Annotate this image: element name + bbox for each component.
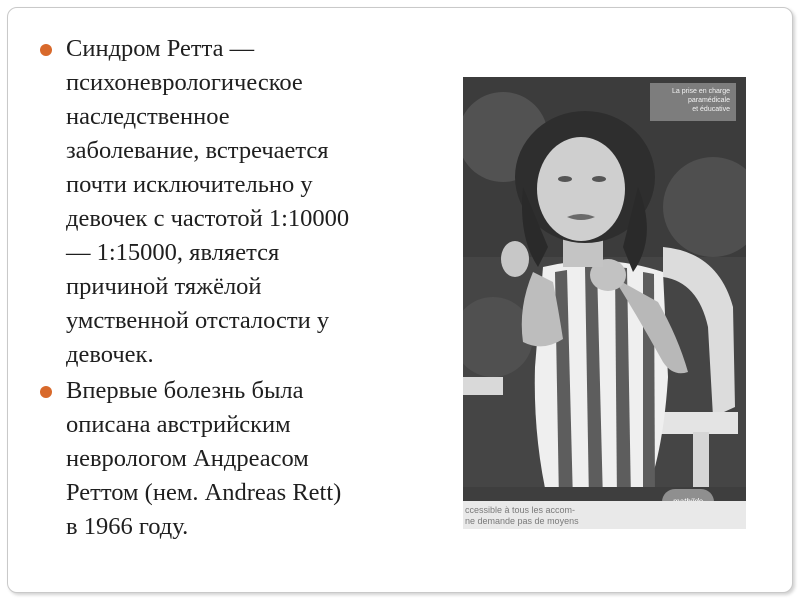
bullet-line: девочек с частотой 1:10000	[66, 205, 350, 232]
bullet-line: наследственное	[66, 103, 230, 130]
bullet-line: неврологом Андреасом	[66, 445, 309, 472]
bullet-line: Впервые болезнь была	[66, 377, 304, 404]
bullet-line: девочек.	[66, 341, 154, 368]
text-column	[34, 32, 404, 546]
bullet-line: в 1966 году.	[66, 513, 189, 540]
slide	[7, 7, 793, 593]
bullet-line: психоневрологическое	[66, 69, 303, 96]
bullet-line: причиной тяжёлой	[66, 273, 262, 300]
bullet-item-2	[34, 374, 404, 544]
photo-label	[650, 83, 736, 121]
bullet-line: заболевание, встречается	[66, 137, 329, 164]
photo-illustration	[463, 77, 746, 529]
photo-caption-line: ccessible à tous les accom-	[465, 505, 576, 515]
bullet-line: Реттом (нем. Andreas Rett)	[66, 479, 342, 506]
photo-caption-line: ne demande pas de moyens	[465, 516, 579, 526]
bullet-line: Синдром Ретта —	[66, 35, 255, 62]
bullet-line: описана австрийским	[66, 411, 291, 438]
photo-label-line: et éducative	[692, 106, 730, 113]
photo-label-line: La prise en charge	[672, 88, 730, 95]
bullet-line: почти исключительно у	[66, 171, 313, 198]
bullet-dot-icon	[40, 386, 52, 398]
photo-caption	[463, 501, 746, 529]
bullet-dot-icon	[40, 44, 52, 56]
bullet-item-1	[34, 32, 404, 372]
bullet-line: умственной отсталости у	[66, 307, 330, 334]
bullet-line: — 1:15000, является	[66, 239, 280, 266]
photo	[463, 77, 746, 529]
photo-label-line: paramédicale	[687, 97, 730, 104]
